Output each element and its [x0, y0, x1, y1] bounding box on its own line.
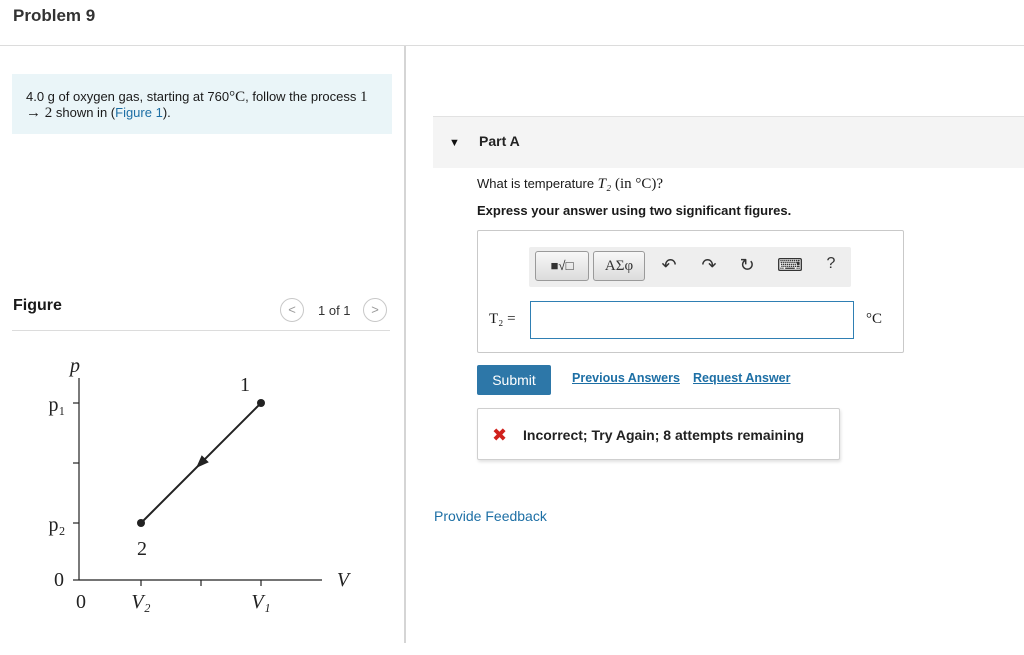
problem-statement: [12, 74, 392, 134]
reset-icon[interactable]: ↻: [739, 255, 755, 275]
y-tick-label-p1: p₁: [48, 394, 66, 416]
part-a-header[interactable]: [433, 116, 1024, 168]
x-tick-label-v1: V₁: [251, 591, 271, 613]
templates-icon[interactable]: ■√□: [535, 251, 589, 281]
temp-unit: °C: [229, 89, 246, 105]
process-label: 1 → 2: [26, 89, 368, 121]
keyboard-icon[interactable]: ⌨: [777, 255, 803, 275]
figure-next-button[interactable]: >: [363, 298, 387, 322]
math-toolbar: [529, 247, 851, 287]
provide-feedback-link[interactable]: Provide Feedback: [434, 508, 547, 524]
point-label-1: 1: [240, 374, 250, 396]
problem-text-start: 4.0 g of oxygen gas, starting at 760: [26, 89, 230, 104]
figure-link[interactable]: Figure 1: [115, 105, 163, 120]
problem-text-after: shown in (: [52, 105, 116, 120]
redo-icon[interactable]: ↷: [701, 255, 717, 275]
help-icon[interactable]: ?: [826, 255, 836, 272]
figure-divider: [12, 330, 390, 331]
y-axis-label: p: [70, 355, 80, 377]
page-title: Problem 9: [13, 6, 96, 25]
point-label-2: 2: [137, 538, 147, 560]
pv-diagram: [30, 350, 370, 625]
problem-text-close: ).: [162, 105, 171, 120]
question-text: [477, 176, 663, 193]
x-tick-label-v2: V₂: [131, 591, 151, 613]
question-prefix: What is temperature: [477, 176, 598, 191]
pane-divider[interactable]: [404, 46, 406, 643]
answer-label: T₂ =: [489, 311, 516, 327]
request-answer-link[interactable]: Request Answer: [693, 371, 791, 385]
x-tick-label-0: 0: [76, 591, 86, 613]
submit-button[interactable]: Submit: [477, 365, 551, 395]
y-tick-label-p2: p₂: [48, 514, 66, 536]
answer-input[interactable]: [530, 301, 854, 339]
greek-symbols-button[interactable]: ΑΣφ: [593, 251, 645, 281]
question-suffix: (in °C)?: [611, 176, 664, 192]
state-point-1: [257, 399, 265, 407]
figure-prev-button[interactable]: <: [280, 298, 304, 322]
part-a-title[interactable]: Part A: [479, 133, 520, 149]
question-variable: T₂: [597, 176, 612, 192]
feedback-text: Incorrect; Try Again; 8 attempts remaining: [523, 427, 805, 443]
problem-text-middle: , follow the process: [245, 89, 360, 104]
x-axis-label: V: [336, 569, 350, 591]
instruction-text: Express your answer using two significant figures.: [477, 203, 792, 218]
previous-answers-link[interactable]: Previous Answers: [572, 371, 680, 385]
figure-counter: 1 of 1: [318, 303, 351, 318]
undo-icon[interactable]: ↶: [661, 255, 677, 275]
figure-heading: Figure: [13, 297, 62, 314]
collapse-caret-icon[interactable]: ▼: [449, 137, 460, 149]
answer-unit: °C: [866, 311, 883, 327]
y-tick-label-0: 0: [54, 569, 64, 591]
error-x-icon: ✖: [492, 425, 508, 445]
header-divider: [0, 45, 1024, 46]
state-point-2: [137, 519, 145, 527]
